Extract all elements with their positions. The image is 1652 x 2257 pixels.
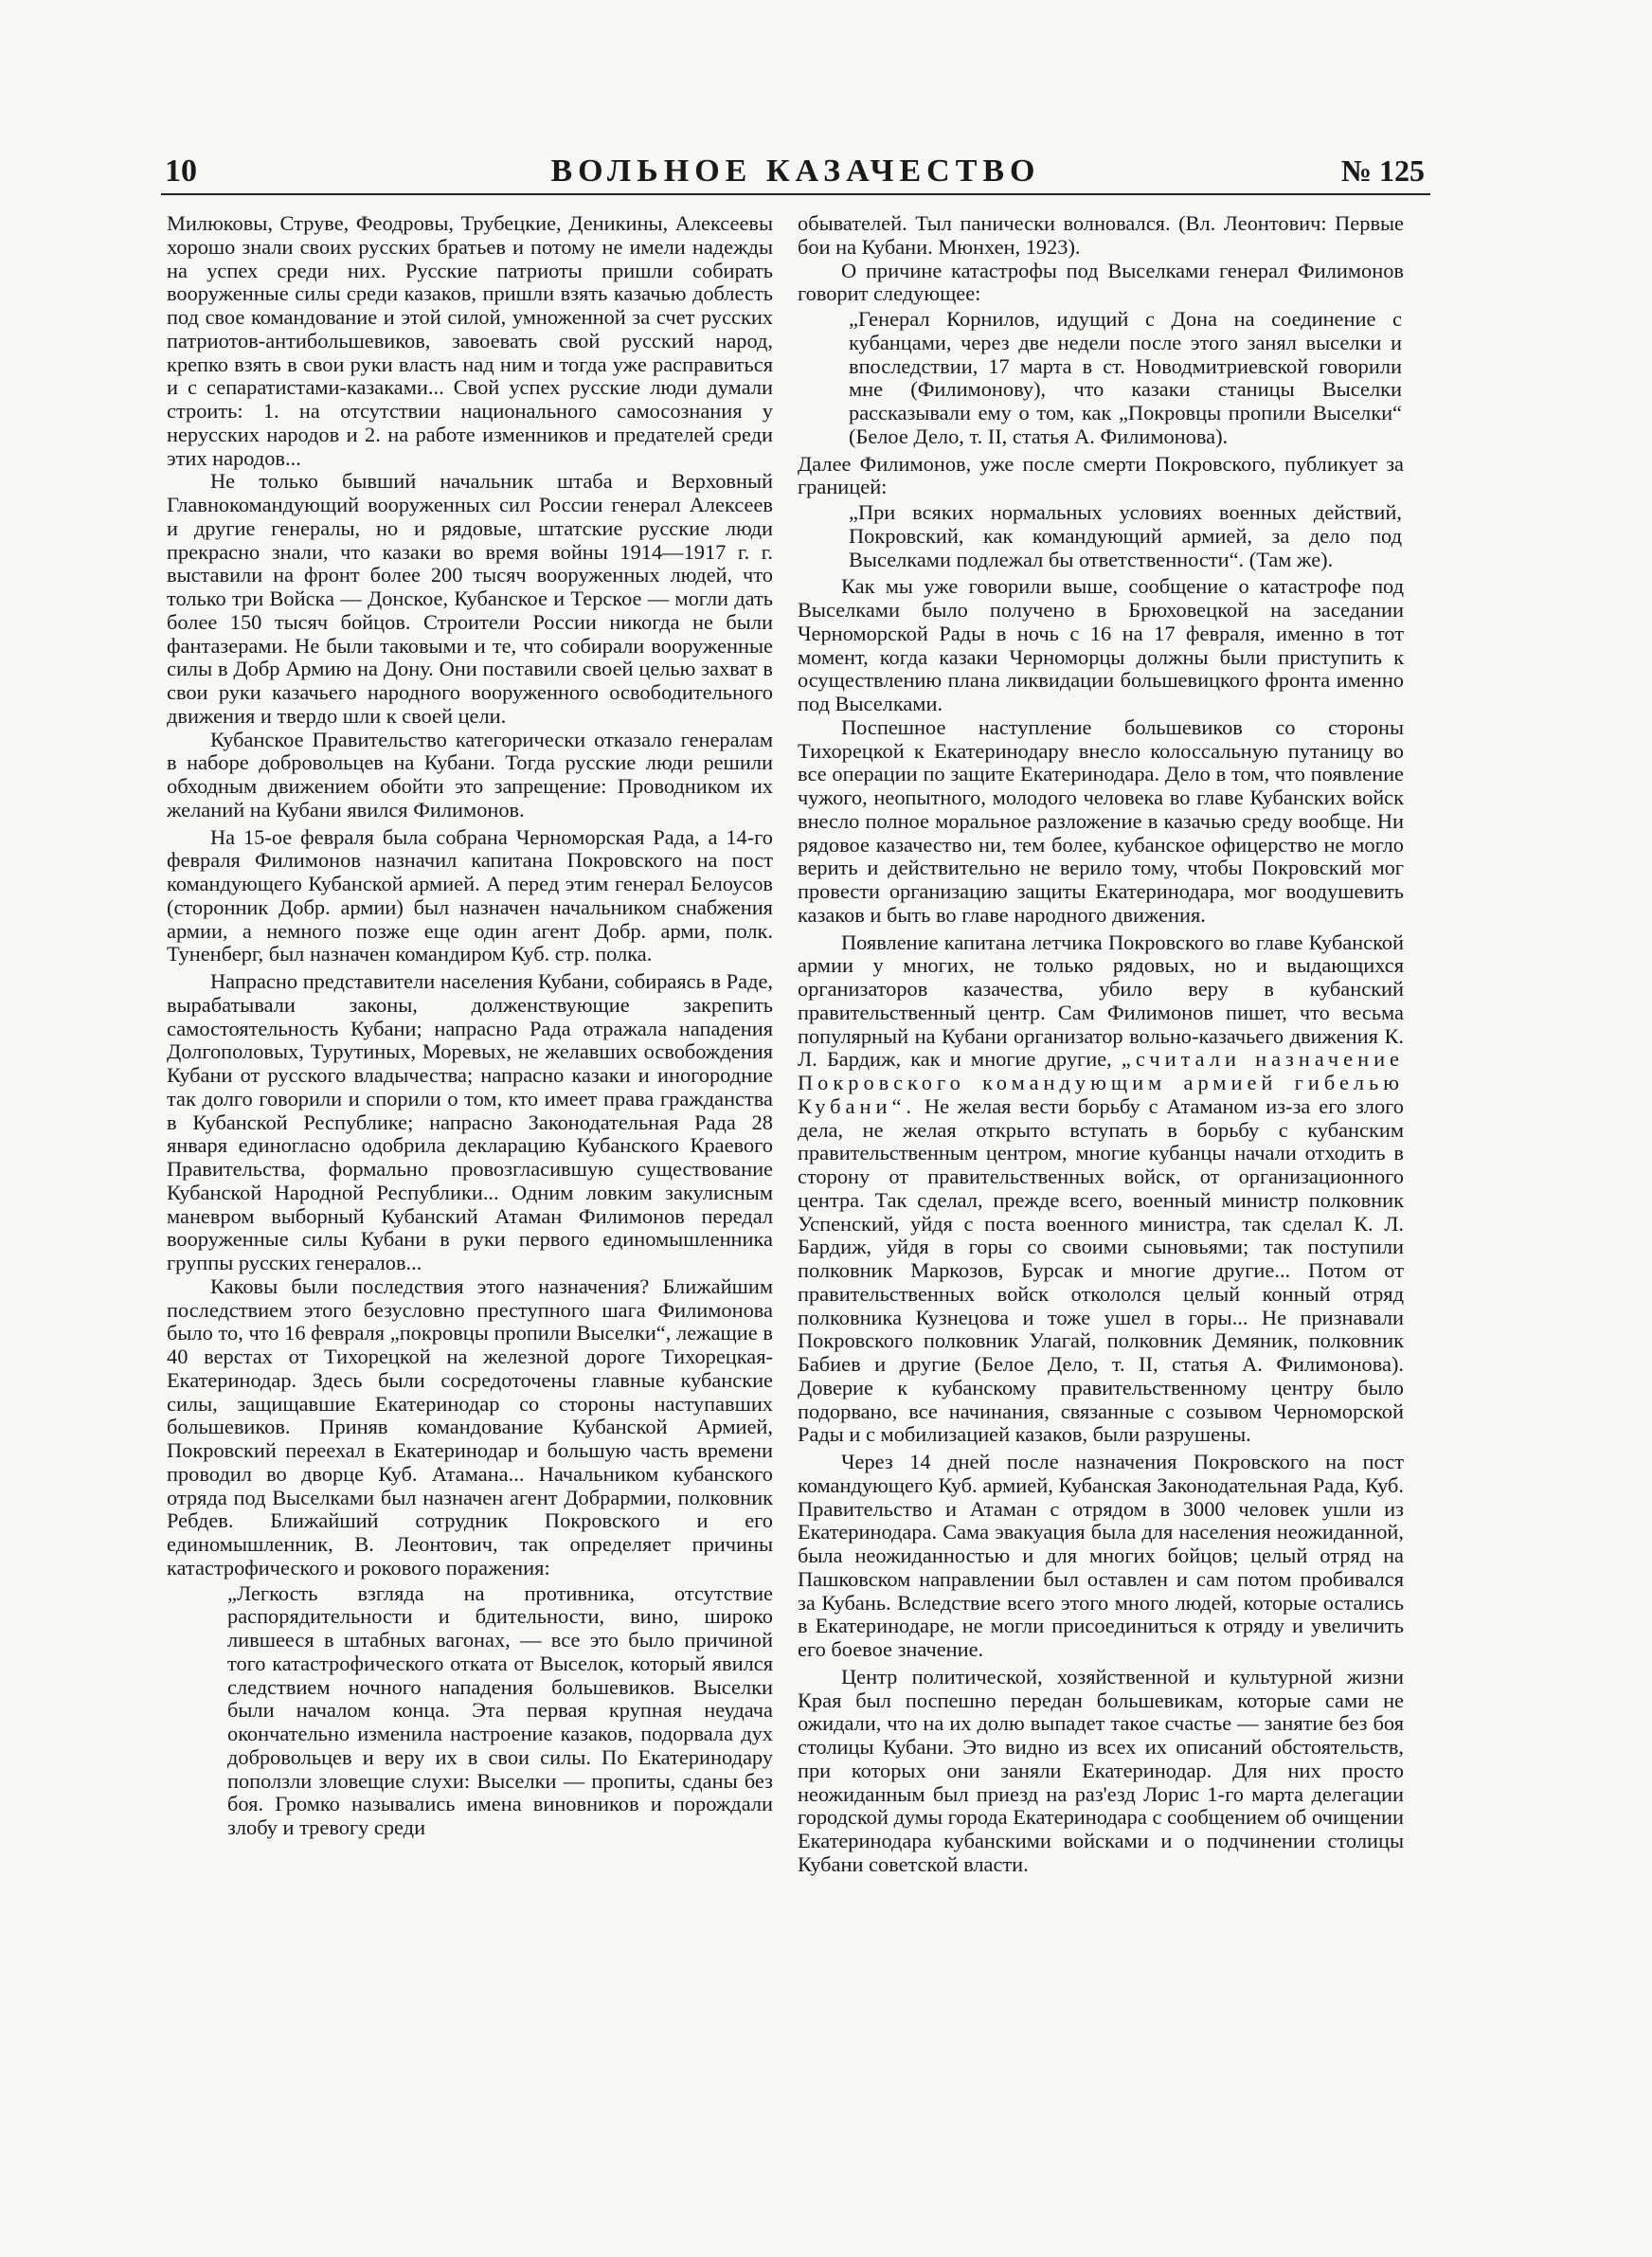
paragraph: обывателей. Тыл панически волновался. (Вл. Леонтович: Первые бои на Кубани. Мюнхен, 1923). xyxy=(798,211,1404,259)
paragraph: Центр политической, хозяйственной и культурной жизни Края был поспешно передан большевикам, которые сами не ожидали, что на их долю выпадет такое счастье — занятие без боя столицы Кубани. Это видно из всех их описаний обстоятельств, при которых они заняли Екатеринодар. Для них просто неожиданным был приезд на раз'езд Лорис 1-го марта делегации городской думы города Екатеринодара с сообщением об очищении Екатеринодара кубанскими войсками и о подчинении столицы Кубани советской власти. xyxy=(798,1664,1404,1876)
paragraph: О причине катастрофы под Выселками генерал Филимонов говорит следующее: xyxy=(798,258,1404,306)
left-column xyxy=(167,212,773,1844)
right-column xyxy=(798,212,1404,1877)
issue-number: № 125 xyxy=(1340,153,1425,188)
quote-text: „Легкость взгляда на противника, отсутствие распорядительности и бдительности, вино, широко лившееся в штабных вагонах, — все это было причиной того катастрофического отката от Выселок, который явился следствием ночного нападения большевиков. Выселки были началом конца. Эта первая крупная неудача окончательно изменила настроение казаков, подорвала дух добровольцев и веру их в свои силы. По Екатеринодару поползли зловещие слухи: Выселки — пропиты, сданы без боя. Громко назывались имена виновников и порождали злобу и тревогу среди xyxy=(227,1580,773,1839)
paragraph: Как мы уже говорили выше, сообщение о катастрофе под Выселками было получено в Брюховецкой на заседании Черноморской Рады в ночь с 16 на 17 февраля, именно в тот момент, когда казаки Черноморцы должны были приступить к осуществлению плана ликвидации большевицкого фронта именно под Выселками. xyxy=(798,574,1404,715)
paragraph: Не только бывший начальник штаба и Верховный Главнокомандующий вооруженных сил России генерал Алексеев и другие генералы, но и рядовые, штатские русские люди прекрасно знали, что казаки во время войны 1914—1917 г. г. выставили на фронт более 200 тысяч вооруженных людей, что только три Войска — Донское, Кубанское и Терское — могли дать более 150 тысяч бойцов. Строители России никогда не были фантазерами. Не были таковыми и те, что собирали вооруженные силы в Добр Армию на Дону. Они поставили своей целью захват в свои руки казачьего народного вооруженного освободительного движения и твердо шли к своей цели. xyxy=(167,469,773,728)
block-quote xyxy=(849,308,1402,449)
block-quote xyxy=(227,1582,773,1840)
spaced-emphasis: „считали назначение Покровского командующим армией гибелью Кубани“. xyxy=(798,1047,1404,1118)
paragraph: Далее Филимонов, уже после смерти Покровского, публикует за границей: xyxy=(798,451,1404,499)
text-run: Не желая вести борьбу с Атаманом из-за его злого дела, не желая открыто вступать в борьбу с кубанским правительственным центром, многие кубанцы начали отходить в сторону от правительственных войск, от организационного центра. Так сделал, прежде всего, военный министр полковник Успенский, уйдя с поста военного министра, так сделал К. Л. Бардиж, уйдя в горы со своими сыновьями; так поступили полковник Маркозов, Бурсак и многие другие... Потом от правительственных войск откололся целый конный отряд полковника Кузнецова и тоже ушел в горы... Не признавали Покровского полковник Улагай, полковник Демяник, полковник Бабиев и другие (Белое Дело, т. II, статья А. Филимонова). Доверие к кубанскому правительственному центру было подорвано, все начинания, связанные с созывом Черноморской Рады и с мобилизацией казаков, были разрушены. xyxy=(798,1093,1404,1447)
text-run: Появление капитана летчика Покровского во главе Кубанской армии у многих, не только рядовых, но и выдающихся организаторов казачества, убило веру в кубанский правительственный центр. Сам Филимонов пишет, что весьма популярный на Кубани организатор вольно-казачьего движения К. Л. Бардиж, как и многие другие, xyxy=(798,930,1404,1072)
journal-title: ВОЛЬНОЕ КАЗАЧЕСТВО xyxy=(550,153,1041,189)
quote-text: „Генерал Корнилов, идущий с Дона на соединение с кубанцами, через две недели после этого занял выселки и впоследствии, 17 марта в ст. Новодмитриевской говорили мне (Филимонову), что казаки станицы Выселки рассказывали ему о том, как „Покровцы пропили Выселки“ (Белое Дело, т. II, статья А. Филимонова). xyxy=(849,307,1402,448)
paragraph: Милюковы, Струве, Феодровы, Трубецкие, Деникины, Алексеевы хорошо знали своих русских братьев и потому не имели надежды на успех среди них. Русские патриоты пришли собирать вооруженные силы среди казаков, пришли взять казачью доблесть под свое командование и этой силой, умноженной за счет русских патриотов-антибольшевиков, завоевать свой русский народ, крепко взять в свои руки власть над ним и тогда уже расправиться и с сепаратистами-казаками... Свой успех русские люди думали строить: 1. на отсутствии национального самосознания у нерусских народов и 2. на работе изменников и предателей среди этих народов... xyxy=(167,211,773,470)
quote-text: „При всяких нормальных условиях военных действий, Покровский, как командующий армией, за дело под Выселками подлежал бы ответственности“. (Там же). xyxy=(849,500,1402,571)
page-header xyxy=(161,153,1430,199)
paragraph: Через 14 дней после назначения Покровского на пост командующего Куб. армией, Кубанская Законодательная Рада, Куб. Правительство и Атаман с отрядом в 3000 человек ушли из Екатеринодара. Сама эвакуация была для населения неожиданной, была неожиданностью и для многих бойцов; целый отряд на Пашковском направлении был оставлен и сам потом пробивался за Кубань. Вследствие всего этого много людей, которые остались в Екатеринодаре, не могли присоединиться к отряду и увеличить его боевое значение. xyxy=(798,1450,1404,1661)
paragraph: Поспешное наступление большевиков со стороны Тихорецкой к Екатеринодару внесло колоссальную путаницу во все операции по защите Екатеринодара. Дело в том, что появление чужого, неопытного, молодого человека во главе Кубанских войск внесло полное моральное разложение в казачью среду вообще. Ни рядовое казачество ни, тем более, кубанское офицерство не могло верить и действительно не верило тому, чтобы Покровский мог провести организацию защиты Екатеринодара, мог воодушевить казаков и быть во главе народного движения. xyxy=(798,714,1404,927)
paragraph: Каковы были последствия этого назначения? Ближайшим последствием этого безусловно преступного шага Филимонова было то, что 16 февраля „покровцы пропили Выселки“, лежащие в 40 верстах от Тихорецкой на железной дороге Тихорецкая-Екатеринодар. Здесь были сосредоточены главные кубанские силы, защищавшие Екатеринодар со стороны наступавших большевиков. Приняв командование Кубанской Армией, Покровский переехал в Екатеринодар и большую часть времени проводил во дворце Куб. Атамана... Начальником кубанского отряда под Выселками был назначен агент Добрармии, полковник Ребдев. Ближайший сотрудник Покровского и его единомышленник, В. Леонтович, так определяет причины катастрофического и рокового поражения: xyxy=(167,1273,773,1580)
page-number: 10 xyxy=(165,153,197,189)
block-quote xyxy=(849,501,1402,571)
header-rule xyxy=(161,193,1430,195)
paragraph: Кубанское Правительство категорически отказало генералам в наборе добровольцев на Кубани. Тогда русские люди решили обходным движением обойти это запрещение: Проводником их желаний на Кубани явился Филимонов. xyxy=(167,727,773,822)
paragraph xyxy=(798,931,1404,1448)
paragraph: Напрасно представители населения Кубани, собираясь в Раде, вырабатывали законы, долженствующие закрепить самостоятельность Кубани; напрасно Рада отражала нападения Долгополовых, Турутиных, Моревых, не желавших освобождения Кубани от русского владычества; напрасно казаки и иногородние так долго говорили и спорили о том, кто имеет права гражданства в Кубанской Республике; напрасно Законодательная Рада 28 января единогласно одобрила декларацию Кубанского Краевого Правительства, формально провозгласившую существование Кубанской Народной Республики... Одним ловким закулисным маневром выборный Кубанский Атаман Филимонов передал вооруженные силы Кубани в руки первого единомышленника группы русских генералов... xyxy=(167,969,773,1274)
paragraph: На 15-ое февраля была собрана Черноморская Рада, а 14-го февраля Филимонов назначил капитана Покровского на пост командующего Кубанской армией. А перед этим генерал Белоусов (сторонник Добр. армии) был назначен начальником снабжения армии, а немного позже еще один агент Добр. арми, полк. Туненберг, был назначен командиром Куб. стр. полка. xyxy=(167,824,773,966)
